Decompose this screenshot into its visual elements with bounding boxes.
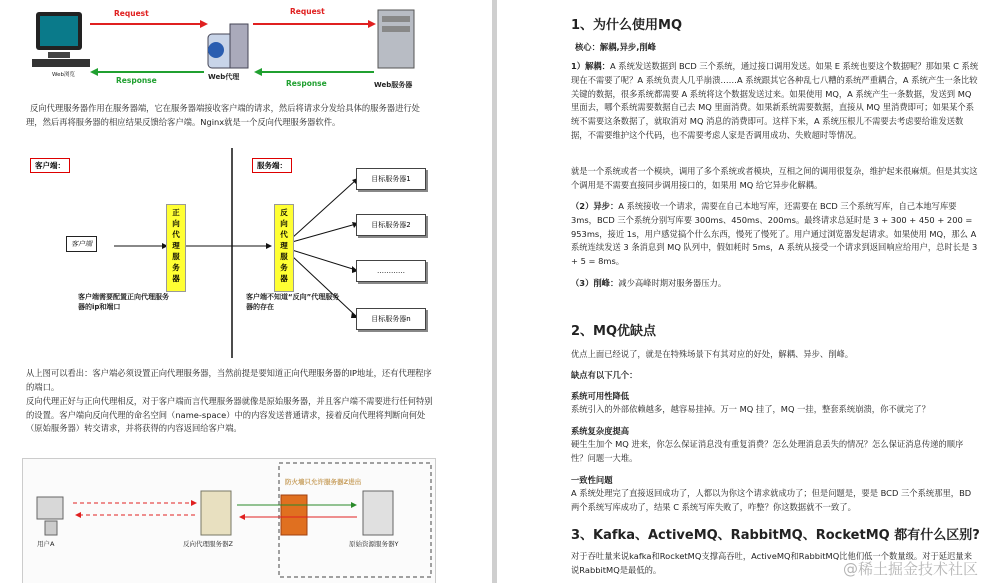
server-label: Web服务器 <box>374 81 413 89</box>
response-left-label: Response <box>116 76 157 85</box>
pros-text: 优点上面已经说了，就是在特殊场景下有其对应的好处，解耦、异步、削峰。 <box>571 349 854 359</box>
note-left: 客户端需要配置正向代理服务器的ip和端口 <box>78 293 169 311</box>
user-pc-icon <box>37 497 63 519</box>
top-diagram <box>28 4 468 94</box>
target-server-ellipsis: ………… <box>356 260 426 282</box>
bottom-diagram-svg <box>23 459 435 583</box>
decouple-paragraph <box>571 60 979 143</box>
proxy-label: Web代理 <box>208 73 240 81</box>
decouple-paragraph-2: 就是一个系统或者一个模块，调用了多个系统或者模块，互相之间的调用很复杂，维护起来很麻烦。但是其实这个调用是不需要直接同步调用接口的，如果用 MQ 给它异步化解耦。 <box>571 166 978 190</box>
con-1-title: 系统可用性降低 <box>571 391 630 401</box>
left-paragraph-2: 从上图可以看出：客户端必须设置正向代理服务器，当然前提是要知道正向代理服务器的IP地址，还有代理程序的端口。 <box>26 368 432 392</box>
async-text: A 系统接收一个请求，需要在自己本地写库，还需要在 BCD 三个系统写库，自己本地写库要 3ms，BCD 三个系统分别写库要 300ms、450ms、200ms。最终请求总延时是 3 + 300 + 450 + 200 = 953ms，接近 1s，用户感觉搞个什么东西，慢死了慢死了。用户通过浏览器发起请求。如果使用 MQ，那么 A 系统连续发送 3 条消息到 MQ 队列中，假如耗时 5ms，A 系统从接受一个请求到返回响应给用户，总时长是 3 + 5 = 8ms。 <box>571 201 978 267</box>
heading-mq-compare: 3、Kafka、ActiveMQ、RabbitMQ、RocketMQ 都有什么区别? <box>571 528 980 543</box>
decouple-text: A 系统发送数据到 BCD 三个系统，通过接口调用发送。如果 E 系统也要这个数据呢？那如果 C 系统现在不需要了呢？A 系统负责人几乎崩溃……A 系统跟其它各种乱七八糟的系统严重耦合，A 系统产生一条比较关键的数据，很多系统都需要 A 系统将这个数据发送过来。如果使用 MQ，A 系统产生一条数据，发送到 MQ 里面去，哪个系统需要数据自己去 MQ 里面消费。如果新系统需要数据，直接从 MQ 里消费即可；如果某个系统不需要这条数据了，就取消对 MQ 消息的消费即可。这样下来，A 系统压根儿不需要去考虑要给谁发送数据，不需要维护这个代码，也不需要考虑人家是否调用成功、失败超时等情况。 <box>571 61 979 140</box>
left-page <box>0 0 492 583</box>
compare-text: 对于吞吐量来说kafka和RocketMQ支撑高吞吐，ActiveMQ和RabbitMQ比他们低一个数量级。对于延迟量来说RabbitMQ是最低的。 <box>571 551 972 575</box>
origin-label: 原始资源服务器Y <box>349 540 399 548</box>
reverse-label: 反向代理服务器Z <box>183 540 233 548</box>
con-3-title: 一致性问题 <box>571 475 613 485</box>
request-left-label: Request <box>114 9 149 18</box>
client-label: Web浏览 <box>52 72 75 78</box>
right-page <box>497 0 986 583</box>
response-right-label: Response <box>286 79 327 88</box>
client-side-label: 客户端： <box>30 158 70 173</box>
origin-server-icon <box>363 491 393 535</box>
client-node: 客户端 <box>66 236 97 252</box>
note-right: 客户端不知道“反向”代理服务器的存在 <box>246 293 340 311</box>
heading-pros-cons: 2、MQ优缺点 <box>571 324 657 339</box>
con-1-text: 系统引入的外部依赖越多，越容易挂掉。万一 MQ 挂了，MQ 一挂，整套系统崩溃，你不就完了？ <box>571 404 930 414</box>
reverse-proxy-icon <box>201 491 231 535</box>
reverse-proxy-box: 反向代理服务器 <box>274 204 294 292</box>
core-line: 核心：解耦,异步,削峰 <box>575 42 656 52</box>
server-side-label: 服务端： <box>252 158 292 173</box>
request-right-label: Request <box>290 7 325 16</box>
heading-why-mq: 1、为什么使用MQ <box>571 18 683 33</box>
decouple-label: 1）解耦： <box>571 61 610 71</box>
target-server-n: 目标服务器n <box>356 308 426 330</box>
firewall-label: 防火墙只允许服务器Z进出 <box>285 478 362 486</box>
firewall-icon <box>281 495 307 535</box>
peak-label: （3）削峰： <box>571 278 619 288</box>
async-paragraph <box>571 200 979 269</box>
proxy-diagram <box>26 148 438 358</box>
forward-proxy-box: 正向代理服务器 <box>166 204 186 292</box>
left-paragraph-1: 反向代理服务器作用在服务器端，它在服务器端接收客户端的请求，然后将请求分发给具体的服务器进行处理，然后再将服务器的相应结果反馈给客户端。Nginx就是一个反向代理服务器软件。 <box>26 103 420 127</box>
async-label: （2）异步： <box>571 201 619 211</box>
target-server-1: 目标服务器1 <box>356 168 426 190</box>
bottom-diagram <box>22 458 436 583</box>
left-paragraph-3: 反向代理正好与正向代理相反，对于客户端而言代理服务器就像是原始服务器，并且客户端不需要进行任何特别的设置。客户端向反向代理的命名空间（name-space）中的内容发送普通请求，接着反向代理将判断向何处（原始服务器）转交请求，并将获得的内容返回给客户端。 <box>26 396 433 433</box>
con-2-text: 硬生生加个 MQ 进来，你怎么保证消息没有重复消费？怎么处理消息丢失的情况？怎么保证消息传递的顺序性？问题一大堆。 <box>571 439 964 463</box>
con-3-text: A 系统处理完了直接返回成功了，人都以为你这个请求就成功了；但是问题是，要是 BCD 三个系统那里，BD 两个系统写库成功了，结果 C 系统写库失败了，咋整？你这数据就不一致了。 <box>571 488 972 512</box>
peak-paragraph <box>571 277 979 291</box>
target-server-2: 目标服务器2 <box>356 214 426 236</box>
peak-text: 减少高峰时期对服务器压力。 <box>618 278 727 288</box>
user-label: 用户A <box>37 540 55 548</box>
watermark: @稀土掘金技术社区 <box>842 560 978 578</box>
con-2-title: 系统复杂度提高 <box>571 426 630 436</box>
cons-title: 缺点有以下几个： <box>571 370 638 380</box>
